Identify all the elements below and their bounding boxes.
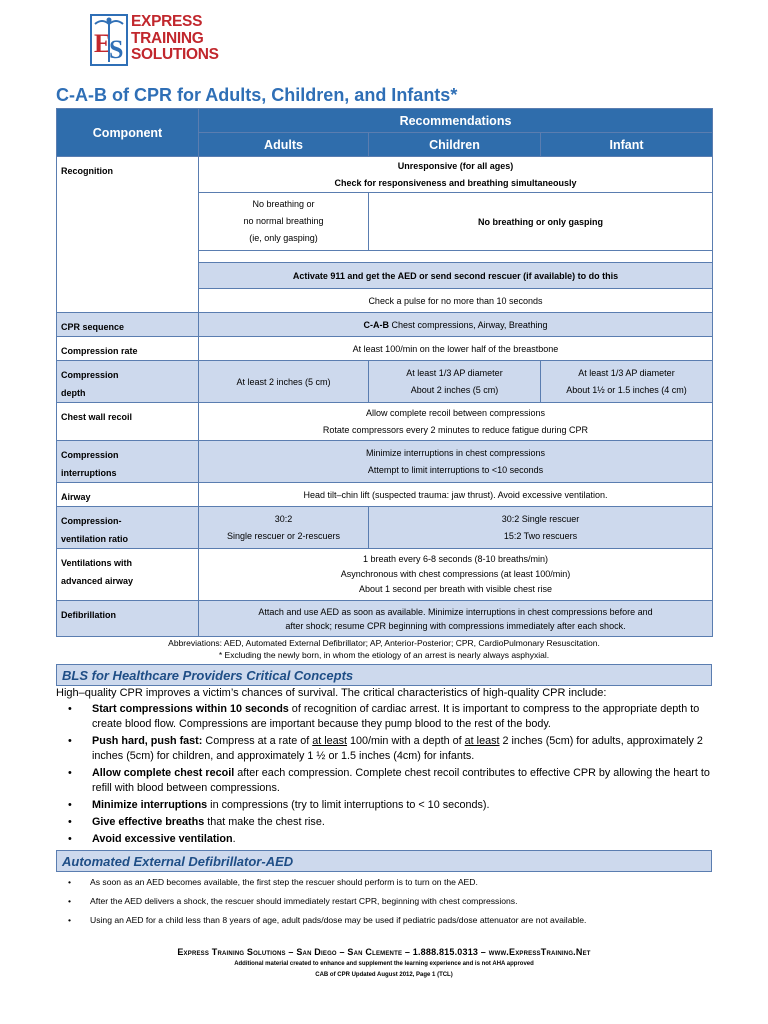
bls-intro: High–quality CPR improves a victim’s chances of survival. The critical characteristics of high-quality CPR include:	[56, 687, 607, 699]
list-item: • As soon as an AED becomes available, the first step the rescuer should perform is to turn on the AED.	[56, 876, 712, 888]
footer-contact: Express Training Solutions – San Diego – San Clemente – 1.888.815.0313 – www.ExpressTraining.Net	[177, 947, 591, 957]
check-pulse: Check a pulse for no more than 10 seconds	[199, 289, 713, 313]
depth-adults: At least 2 inches (5 cm)	[199, 361, 369, 403]
brand-name: EXPRESS TRAINING SOLUTIONS	[131, 13, 219, 63]
footer-disclaimer: Additional material created to enhance and supplement the learning experience and is not AHA approved CAB of CPR Updated August 2012, Page 1 (TCL)	[234, 961, 534, 978]
activate-911: Activate 911 and get the AED or send second rescuer (if available) to do this	[199, 263, 713, 289]
compression-interruptions-value: Minimize interruptions in chest compressions Attempt to limit interruptions to <10 seconds	[199, 441, 713, 483]
ventilations-label: Ventilations with advanced airway	[57, 549, 199, 601]
bls-heading: BLS for Healthcare Providers Critical Concepts	[62, 668, 354, 683]
ratio-children-infant: 30:2 Single rescuer 15:2 Two rescuers	[369, 507, 713, 549]
list-item: • Avoid excessive ventilation.	[56, 832, 712, 847]
adults-header: Adults	[199, 133, 369, 157]
cpr-sequence-value: C-A-B Chest compressions, Airway, Breathing	[199, 313, 713, 337]
list-item: • Push hard, push fast: Compress at a rate of at least 100/min with a depth of at least 2 inches (5cm) for adults, approximately 2 inches (5cm) for children, and approximately 1 ½ or 1.5 inches (4cm) for infants.	[56, 734, 712, 764]
ventilations-value: 1 breath every 6-8 seconds (8-10 breaths/min) Asynchronous with chest compressions (at least 100/min) About 1 second per breath with visible chest rise	[199, 549, 713, 601]
footnote: * Excluding the newly born, in whom the etiology of an arrest is nearly always asphyxial.	[218, 650, 550, 660]
cpr-sequence-label: CPR sequence	[57, 313, 199, 337]
aed-list	[56, 876, 712, 933]
defibrillation-label: Defibrillation	[57, 601, 199, 637]
compression-depth-label: Compression depth	[57, 361, 199, 403]
airway-label: Airway	[57, 483, 199, 507]
bls-heading-bar	[56, 664, 712, 686]
footer	[56, 947, 712, 981]
recognition-general: Unresponsive (for all ages) Check for responsiveness and breathing simultaneously	[199, 157, 713, 193]
component-header: Component	[57, 109, 199, 157]
ratio-label: Compression- ventilation ratio	[57, 507, 199, 549]
list-item: • Allow complete chest recoil after each compression. Complete chest recoil contributes to effective CPR by allowing the heart to refill with blood between compressions.	[56, 766, 712, 796]
bls-concepts-list	[56, 702, 712, 849]
compression-rate-label: Compression rate	[57, 337, 199, 361]
list-item: • Give effective breaths that make the chest rise.	[56, 815, 712, 830]
list-item: • Start compressions within 10 seconds of recognition of cardiac arrest. It is important to compress to the appropriate depth to create blood flow. Compressions are important because they pump blood to the rest of the body.	[56, 702, 712, 732]
compression-rate-value: At least 100/min on the lower half of the breastbone	[199, 337, 713, 361]
svg-text:S: S	[109, 35, 124, 64]
airway-value: Head tilt–chin lift (suspected trauma: jaw thrust). Avoid excessive ventilation.	[199, 483, 713, 507]
page-title: C-A-B of CPR for Adults, Children, and Infants*	[56, 85, 458, 105]
cpr-recommendations-table	[56, 108, 713, 637]
list-item: • Using an AED for a child less than 8 years of age, adult pads/dose may be used if pediatric pads/dose attenuator are not available.	[56, 914, 712, 926]
compression-interruptions-label: Compression interruptions	[57, 441, 199, 483]
ratio-adults: 30:2 Single rescuer or 2-rescuers	[199, 507, 369, 549]
abbreviations: Abbreviations: AED, Automated External Defibrillator; AP, Anterior-Posterior; CPR, CardioPulmonary Resuscitation. * Excluding the newly born, in whom the etiology of an arrest is nearly always asphyxial.	[56, 637, 712, 661]
children-header: Children	[369, 133, 541, 157]
recognition-adults: No breathing or no normal breathing (ie, only gasping)	[199, 193, 369, 251]
svg-text:E: E	[94, 29, 112, 58]
chest-wall-recoil-label: Chest wall recoil	[57, 403, 199, 441]
recognition-children-infant: No breathing or only gasping	[369, 193, 713, 251]
chest-wall-recoil-value: Allow complete recoil between compressions Rotate compressors every 2 minutes to reduce fatigue during CPR	[199, 403, 713, 441]
depth-infant: At least 1/3 AP diameter About 1½ or 1.5 inches (4 cm)	[541, 361, 713, 403]
recommendations-header: Recommendations	[199, 109, 713, 133]
logo	[90, 13, 219, 68]
recognition-label: Recognition	[57, 157, 199, 313]
aed-heading-bar	[56, 850, 712, 872]
depth-children: At least 1/3 AP diameter About 2 inches (5 cm)	[369, 361, 541, 403]
caduceus-logo-icon	[90, 14, 128, 66]
list-item: • Minimize interruptions in compressions (try to limit interruptions to < 10 seconds).	[56, 798, 712, 813]
aed-heading: Automated External Defibrillator-AED	[62, 854, 294, 869]
recognition-spacer	[199, 251, 713, 263]
list-item: • After the AED delivers a shock, the rescuer should immediately restart CPR, beginning with chest compressions.	[56, 895, 712, 907]
defibrillation-value: Attach and use AED as soon as available. Minimize interruptions in chest compressions before and after shock; resume CPR beginning with compressions immediately after each shock.	[199, 601, 713, 637]
infant-header: Infant	[541, 133, 713, 157]
